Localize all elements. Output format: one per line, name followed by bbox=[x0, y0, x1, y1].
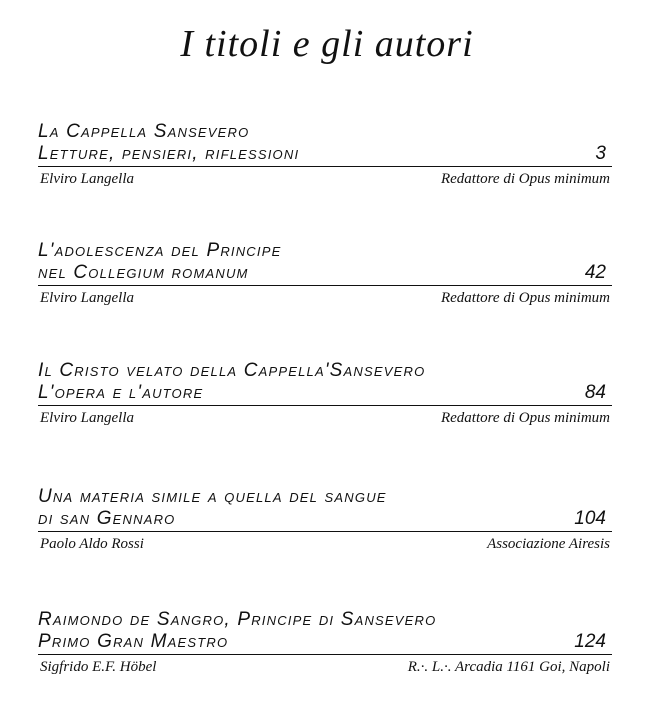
entry-title-row bbox=[38, 508, 612, 532]
entry-title-row bbox=[38, 143, 612, 167]
entry-meta bbox=[38, 657, 612, 677]
entry-affiliation: Redattore di Opus minimum bbox=[440, 290, 610, 306]
entry-title-line1: Una materia simile a quella del sangue bbox=[38, 486, 387, 507]
entry-title-line1: Il Cristo velato della Cappella'Sansevero bbox=[38, 360, 426, 381]
entry-title-line2: nel Collegium romanum bbox=[38, 262, 249, 283]
entry-title-line2: Primo Gran Maestro bbox=[38, 631, 229, 652]
entry-meta bbox=[38, 534, 612, 554]
entry-title-line1: L'adolescenza del Principe bbox=[38, 240, 282, 261]
entry-affiliation: R.·. L.·. Arcadia 1161 Goi, Napoli bbox=[407, 659, 610, 675]
entry-title-line2: L'opera e l'autore bbox=[38, 382, 204, 403]
entry-title-row bbox=[38, 631, 612, 655]
entry-affiliation: Redattore di Opus minimum bbox=[440, 171, 610, 187]
entry-author: Paolo Aldo Rossi bbox=[40, 536, 144, 552]
entry-author: Elviro Langella bbox=[40, 290, 135, 306]
toc-entry bbox=[38, 240, 612, 308]
entry-page-number: 42 bbox=[584, 262, 606, 283]
entry-meta bbox=[38, 408, 612, 428]
entry-title-row bbox=[38, 262, 612, 286]
entry-title-line2: di san Gennaro bbox=[38, 508, 176, 529]
entry-affiliation: Associazione Airesis bbox=[487, 536, 610, 552]
entry-title-line1: Raimondo de Sangro, Principe di Sansevero bbox=[38, 609, 437, 630]
entry-page-number: 124 bbox=[574, 631, 606, 652]
entry-meta bbox=[38, 288, 612, 308]
entry-affiliation: Redattore di Opus minimum bbox=[440, 410, 610, 426]
entry-title-line2: Letture, pensieri, riflessioni bbox=[38, 143, 300, 164]
toc-entry bbox=[38, 360, 612, 428]
entry-page-number: 84 bbox=[584, 382, 606, 403]
toc-entry bbox=[38, 486, 612, 554]
entry-author: Sigfrido E.F. Höbel bbox=[40, 659, 157, 675]
toc-entry bbox=[38, 609, 612, 677]
entry-author: Elviro Langella bbox=[40, 410, 135, 426]
entry-page-number: 3 bbox=[595, 143, 606, 164]
toc-entry bbox=[38, 121, 612, 189]
entry-title-row bbox=[38, 382, 612, 406]
entry-meta bbox=[38, 169, 612, 189]
page-title: I titoli e gli autori bbox=[180, 23, 474, 65]
entry-title-line1: La Cappella Sansevero bbox=[38, 121, 250, 142]
entry-page-number: 104 bbox=[574, 508, 606, 529]
entry-author: Elviro Langella bbox=[40, 171, 135, 187]
